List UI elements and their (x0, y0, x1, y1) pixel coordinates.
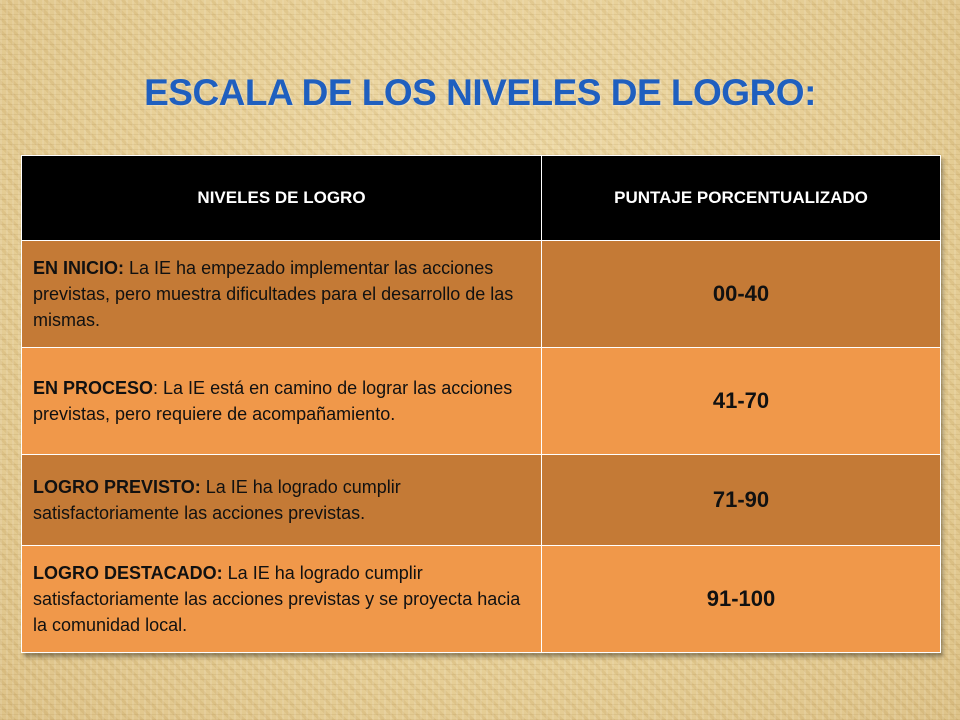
score-range: 91-100 (542, 546, 941, 653)
level-description: La IE ha logrado cumplir satisfactoriamente las acciones previstas. (33, 477, 401, 523)
header-percentage-score: PUNTAJE PORCENTUALIZADO (542, 156, 941, 241)
level-name: LOGRO DESTACADO: (33, 563, 223, 583)
level-description-cell (22, 241, 542, 348)
level-description-cell (22, 348, 542, 455)
page-title: ESCALA DE LOS NIVELES DE LOGRO: (144, 72, 816, 113)
score-range: 00-40 (542, 241, 941, 348)
level-description: La IE ha logrado cumplir satisfactoriamente las acciones previstas y se proyecta hacia la comunidad local. (33, 563, 521, 635)
header-levels: NIVELES DE LOGRO (22, 156, 542, 241)
level-name: EN INICIO: (33, 258, 125, 278)
header-row (22, 156, 941, 241)
table-row (22, 241, 941, 348)
level-name: LOGRO PREVISTO: (33, 477, 201, 497)
level-name: EN PROCESO (33, 378, 154, 398)
achievement-scale-table-container (21, 155, 940, 653)
table-header (22, 156, 941, 241)
table-row (22, 546, 941, 653)
score-range: 71-90 (542, 455, 941, 546)
achievement-scale-table (21, 155, 941, 653)
level-description: : La IE está en camino de lograr las acciones previstas, pero requiere de acompañamiento. (33, 378, 513, 424)
table-body (22, 241, 941, 653)
level-description-cell (22, 546, 542, 653)
table-row (22, 455, 941, 546)
level-description-cell (22, 455, 542, 546)
table-row (22, 348, 941, 455)
level-description: La IE ha empezado implementar las acciones previstas, pero muestra dificultades para el desarrollo de las mismas. (33, 258, 514, 330)
score-range: 41-70 (542, 348, 941, 455)
